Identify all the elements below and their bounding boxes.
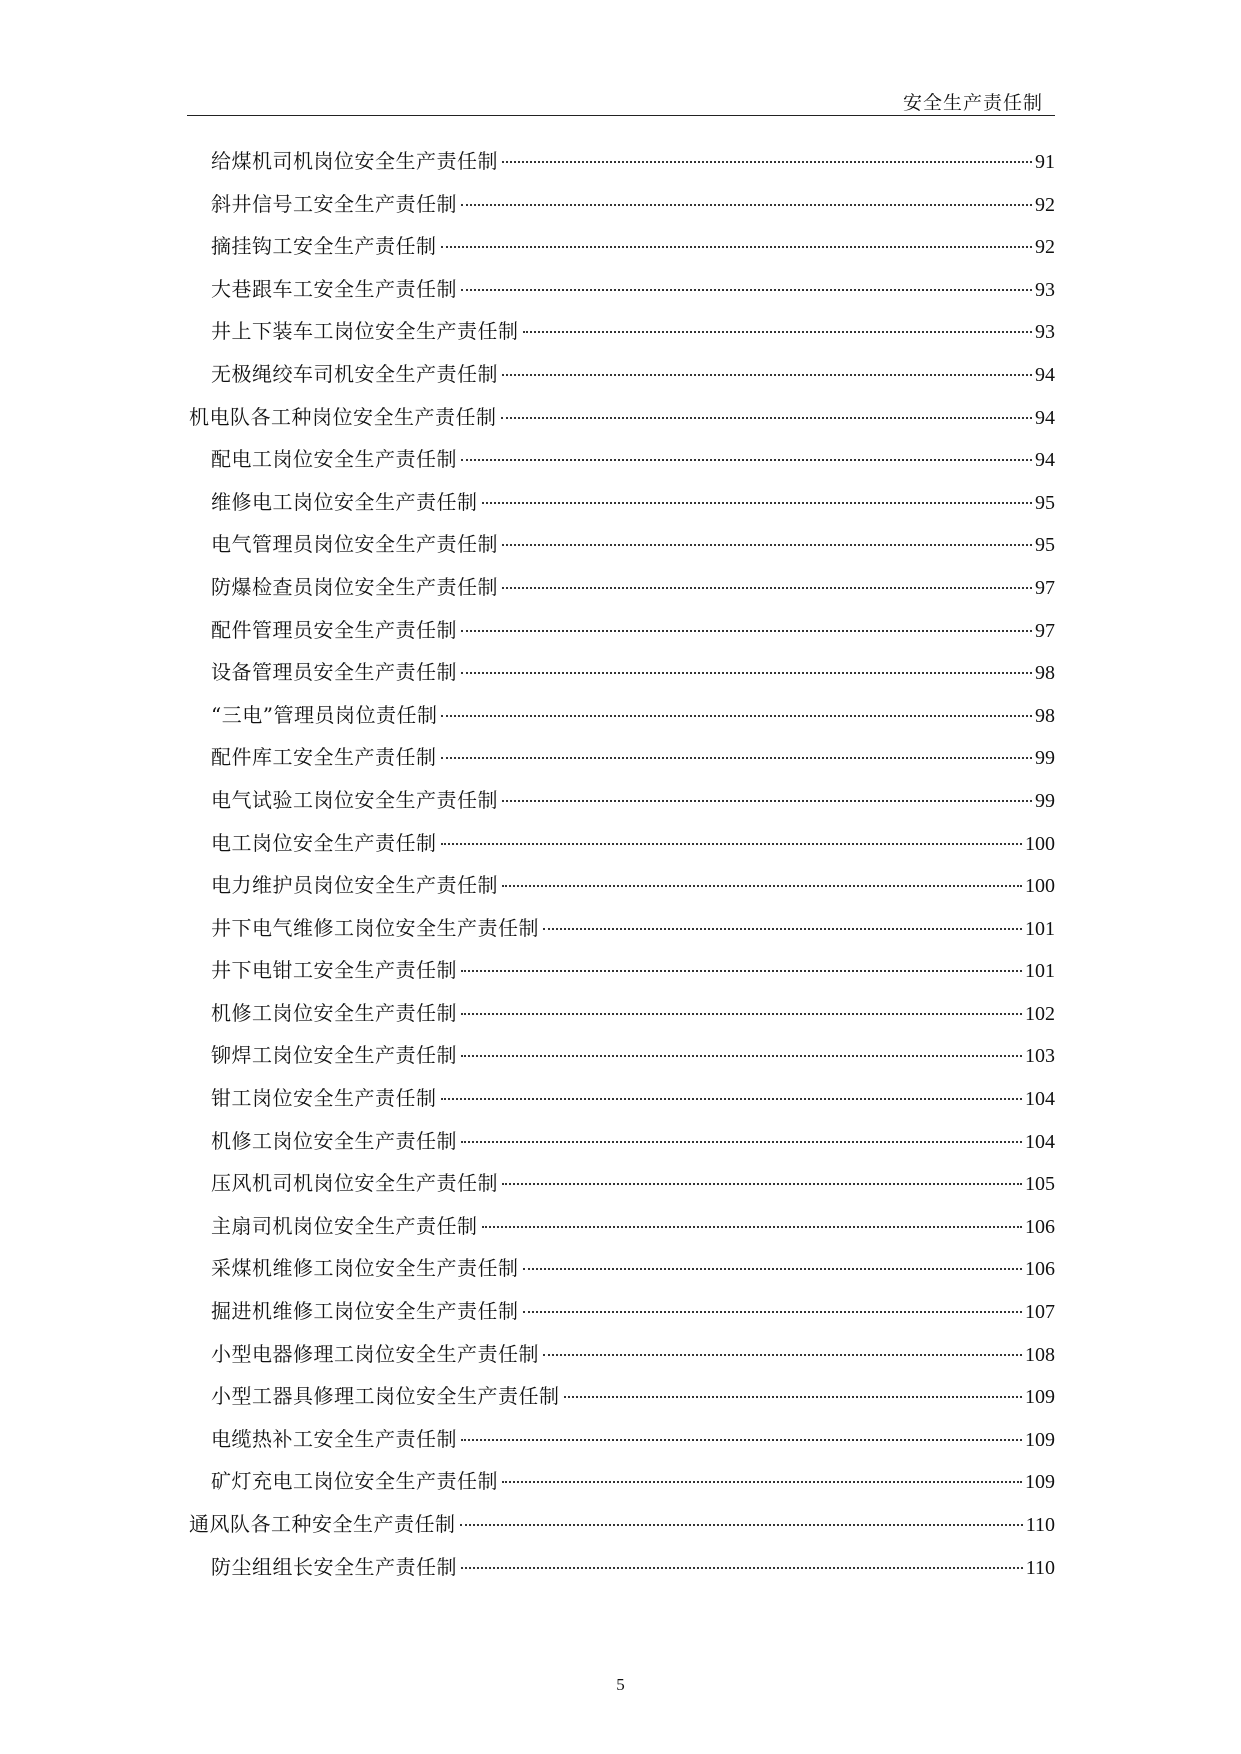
toc-entry-label: 铆焊工岗位安全生产责任制 bbox=[211, 1043, 457, 1068]
toc-entry-page-number: 94 bbox=[1035, 449, 1055, 472]
toc-dot-leader bbox=[461, 970, 1022, 972]
toc-entry-label: 设备管理员安全生产责任制 bbox=[211, 660, 457, 685]
toc-entry-label: 防尘组组长安全生产责任制 bbox=[211, 1554, 457, 1579]
toc-dot-leader bbox=[564, 1396, 1023, 1398]
toc-entry-label: 井下电钳工安全生产责任制 bbox=[211, 958, 457, 983]
toc-dot-leader bbox=[441, 715, 1032, 717]
toc-entry[interactable] bbox=[211, 274, 1055, 317]
toc-dot-leader bbox=[461, 1439, 1022, 1441]
toc-entry[interactable] bbox=[211, 1168, 1055, 1211]
toc-dot-leader bbox=[502, 374, 1032, 376]
toc-entry-page-number: 110 bbox=[1025, 1514, 1055, 1536]
toc-entry[interactable] bbox=[211, 146, 1055, 189]
toc-entry-page-number: 110 bbox=[1025, 1556, 1055, 1579]
toc-entry-label: 无极绳绞车司机安全生产责任制 bbox=[211, 361, 498, 386]
running-header-title: 安全生产责任制 bbox=[902, 92, 1043, 114]
toc-entry-label: 维修电工岗位安全生产责任制 bbox=[211, 489, 478, 514]
toc-entry-label: 钳工岗位安全生产责任制 bbox=[211, 1086, 437, 1111]
toc-entry[interactable] bbox=[211, 1253, 1055, 1296]
toc-dot-leader bbox=[441, 1098, 1023, 1100]
toc-entry[interactable] bbox=[211, 1211, 1055, 1254]
toc-dot-leader bbox=[461, 630, 1032, 632]
toc-entry-page-number: 103 bbox=[1025, 1045, 1055, 1068]
toc-dot-leader bbox=[461, 1013, 1022, 1015]
toc-dot-leader bbox=[461, 1055, 1022, 1057]
toc-dot-leader bbox=[502, 544, 1032, 546]
toc-dot-leader bbox=[502, 885, 1022, 887]
toc-dot-leader bbox=[502, 1183, 1022, 1185]
toc-entry-page-number: 102 bbox=[1025, 1002, 1055, 1025]
toc-dot-leader bbox=[482, 502, 1033, 504]
toc-dot-leader bbox=[501, 417, 1033, 419]
toc-entry[interactable] bbox=[189, 402, 1055, 445]
toc-entry-page-number: 99 bbox=[1035, 789, 1055, 812]
toc-entry-label: 配电工岗位安全生产责任制 bbox=[211, 447, 457, 472]
toc-entry-page-number: 107 bbox=[1025, 1301, 1055, 1324]
toc-entry-label: 电工岗位安全生产责任制 bbox=[211, 830, 437, 855]
toc-entry[interactable] bbox=[211, 1126, 1055, 1169]
table-of-contents bbox=[189, 146, 1055, 1594]
toc-entry-label: 摘挂钩工安全生产责任制 bbox=[211, 234, 437, 259]
toc-entry-page-number: 100 bbox=[1025, 832, 1055, 855]
toc-entry-label: 电气试验工岗位安全生产责任制 bbox=[211, 787, 498, 812]
toc-dot-leader bbox=[461, 459, 1032, 461]
toc-entry-page-number: 92 bbox=[1035, 193, 1055, 216]
toc-entry[interactable] bbox=[211, 998, 1055, 1041]
toc-entry-page-number: 97 bbox=[1035, 619, 1055, 642]
toc-entry-page-number: 109 bbox=[1025, 1386, 1055, 1409]
toc-dot-leader bbox=[441, 843, 1023, 845]
toc-entry-page-number: 109 bbox=[1025, 1471, 1055, 1494]
toc-entry-label: 小型工器具修理工岗位安全生产责任制 bbox=[211, 1384, 560, 1409]
toc-entry[interactable] bbox=[211, 572, 1055, 615]
toc-entry-page-number: 101 bbox=[1025, 960, 1055, 983]
toc-entry[interactable] bbox=[211, 1552, 1055, 1595]
toc-entry-label: 斜井信号工安全生产责任制 bbox=[211, 191, 457, 216]
toc-dot-leader bbox=[461, 204, 1032, 206]
toc-entry-label: 防爆检查员岗位安全生产责任制 bbox=[211, 574, 498, 599]
toc-entry-page-number: 101 bbox=[1025, 917, 1055, 940]
toc-entry-label: 配件库工安全生产责任制 bbox=[211, 745, 437, 770]
toc-dot-leader bbox=[461, 672, 1032, 674]
toc-entry[interactable] bbox=[189, 1509, 1055, 1552]
toc-entry[interactable] bbox=[211, 828, 1055, 871]
toc-entry[interactable] bbox=[211, 1339, 1055, 1382]
toc-entry-label: 掘进机维修工岗位安全生产责任制 bbox=[211, 1299, 519, 1324]
toc-entry-label: 机电队各工种岗位安全生产责任制 bbox=[189, 404, 497, 429]
toc-dot-leader bbox=[502, 1481, 1022, 1483]
toc-entry-page-number: 94 bbox=[1035, 363, 1055, 386]
toc-dot-leader bbox=[441, 757, 1033, 759]
toc-entry-label: 机修工岗位安全生产责任制 bbox=[211, 1128, 457, 1153]
toc-entry-page-number: 104 bbox=[1025, 1130, 1055, 1153]
toc-entry-page-number: 105 bbox=[1025, 1173, 1055, 1196]
toc-entry[interactable] bbox=[211, 955, 1055, 998]
toc-dot-leader bbox=[441, 246, 1033, 248]
toc-dot-leader bbox=[543, 1354, 1022, 1356]
toc-entry-label: 配件管理员安全生产责任制 bbox=[211, 617, 457, 642]
toc-dot-leader bbox=[461, 1141, 1022, 1143]
toc-entry[interactable] bbox=[211, 913, 1055, 956]
toc-entry[interactable] bbox=[211, 700, 1055, 743]
toc-entry[interactable] bbox=[211, 444, 1055, 487]
toc-entry-page-number: 108 bbox=[1025, 1343, 1055, 1366]
toc-dot-leader bbox=[502, 587, 1032, 589]
toc-entry[interactable] bbox=[211, 1083, 1055, 1126]
header-rule bbox=[187, 115, 1055, 116]
toc-entry[interactable] bbox=[211, 316, 1055, 359]
toc-entry[interactable] bbox=[211, 1040, 1055, 1083]
page-number: 5 bbox=[616, 1675, 625, 1694]
toc-entry-page-number: 93 bbox=[1035, 321, 1055, 344]
toc-dot-leader bbox=[482, 1226, 1023, 1228]
toc-dot-leader bbox=[461, 289, 1032, 291]
toc-entry-label: 通风队各工种安全生产责任制 bbox=[189, 1512, 456, 1536]
toc-entry[interactable] bbox=[211, 189, 1055, 232]
toc-entry[interactable] bbox=[211, 870, 1055, 913]
toc-entry-page-number: 93 bbox=[1035, 278, 1055, 301]
toc-entry[interactable] bbox=[211, 742, 1055, 785]
toc-entry-page-number: 94 bbox=[1035, 406, 1055, 429]
toc-entry-page-number: 98 bbox=[1035, 704, 1055, 727]
toc-entry[interactable] bbox=[211, 487, 1055, 530]
toc-dot-leader bbox=[502, 800, 1032, 802]
toc-entry-page-number: 109 bbox=[1025, 1428, 1055, 1451]
toc-entry[interactable] bbox=[211, 231, 1055, 274]
toc-entry-label: 大巷跟车工安全生产责任制 bbox=[211, 276, 457, 301]
toc-entry-page-number: 100 bbox=[1025, 875, 1055, 898]
toc-entry-label: 机修工岗位安全生产责任制 bbox=[211, 1000, 457, 1025]
toc-entry-label: 主扇司机岗位安全生产责任制 bbox=[211, 1213, 478, 1238]
toc-entry-label: 矿灯充电工岗位安全生产责任制 bbox=[211, 1469, 498, 1494]
toc-entry-label: 井上下装车工岗位安全生产责任制 bbox=[211, 319, 519, 344]
toc-entry[interactable] bbox=[211, 615, 1055, 658]
toc-entry[interactable] bbox=[211, 1424, 1055, 1467]
toc-entry-page-number: 99 bbox=[1035, 747, 1055, 770]
toc-dot-leader bbox=[543, 928, 1022, 930]
toc-entry-page-number: 95 bbox=[1035, 534, 1055, 557]
toc-entry-label: 压风机司机岗位安全生产责任制 bbox=[211, 1171, 498, 1196]
toc-dot-leader bbox=[461, 1567, 1023, 1569]
toc-entry-page-number: 98 bbox=[1035, 662, 1055, 685]
toc-entry[interactable] bbox=[211, 1381, 1055, 1424]
toc-entry-label: 电力维护员岗位安全生产责任制 bbox=[211, 873, 498, 898]
toc-entry[interactable] bbox=[211, 1296, 1055, 1339]
toc-entry-label: 电缆热补工安全生产责任制 bbox=[211, 1426, 457, 1451]
toc-dot-leader bbox=[502, 161, 1032, 163]
toc-entry-page-number: 106 bbox=[1025, 1215, 1055, 1238]
toc-entry-label: “三电”管理员岗位责任制 bbox=[211, 702, 438, 727]
toc-entry[interactable] bbox=[211, 1466, 1055, 1509]
toc-dot-leader bbox=[523, 331, 1033, 333]
toc-entry-page-number: 91 bbox=[1035, 151, 1055, 173]
toc-entry-page-number: 106 bbox=[1025, 1258, 1055, 1281]
toc-entry[interactable] bbox=[211, 785, 1055, 828]
toc-entry[interactable] bbox=[211, 359, 1055, 402]
toc-entry-label: 电气管理员岗位安全生产责任制 bbox=[211, 532, 498, 557]
toc-entry-page-number: 104 bbox=[1025, 1088, 1055, 1111]
toc-entry-page-number: 97 bbox=[1035, 576, 1055, 599]
toc-entry-page-number: 92 bbox=[1035, 236, 1055, 259]
toc-entry-label: 井下电气维修工岗位安全生产责任制 bbox=[211, 915, 539, 940]
toc-entry-page-number: 95 bbox=[1035, 491, 1055, 514]
toc-dot-leader bbox=[523, 1311, 1023, 1313]
toc-entry-label: 小型电器修理工岗位安全生产责任制 bbox=[211, 1341, 539, 1366]
toc-entry[interactable] bbox=[211, 529, 1055, 572]
toc-entry-label: 给煤机司机岗位安全生产责任制 bbox=[211, 149, 498, 173]
toc-dot-leader bbox=[523, 1268, 1023, 1270]
toc-entry-label: 采煤机维修工岗位安全生产责任制 bbox=[211, 1256, 519, 1281]
toc-dot-leader bbox=[460, 1524, 1023, 1526]
toc-entry[interactable] bbox=[211, 657, 1055, 700]
